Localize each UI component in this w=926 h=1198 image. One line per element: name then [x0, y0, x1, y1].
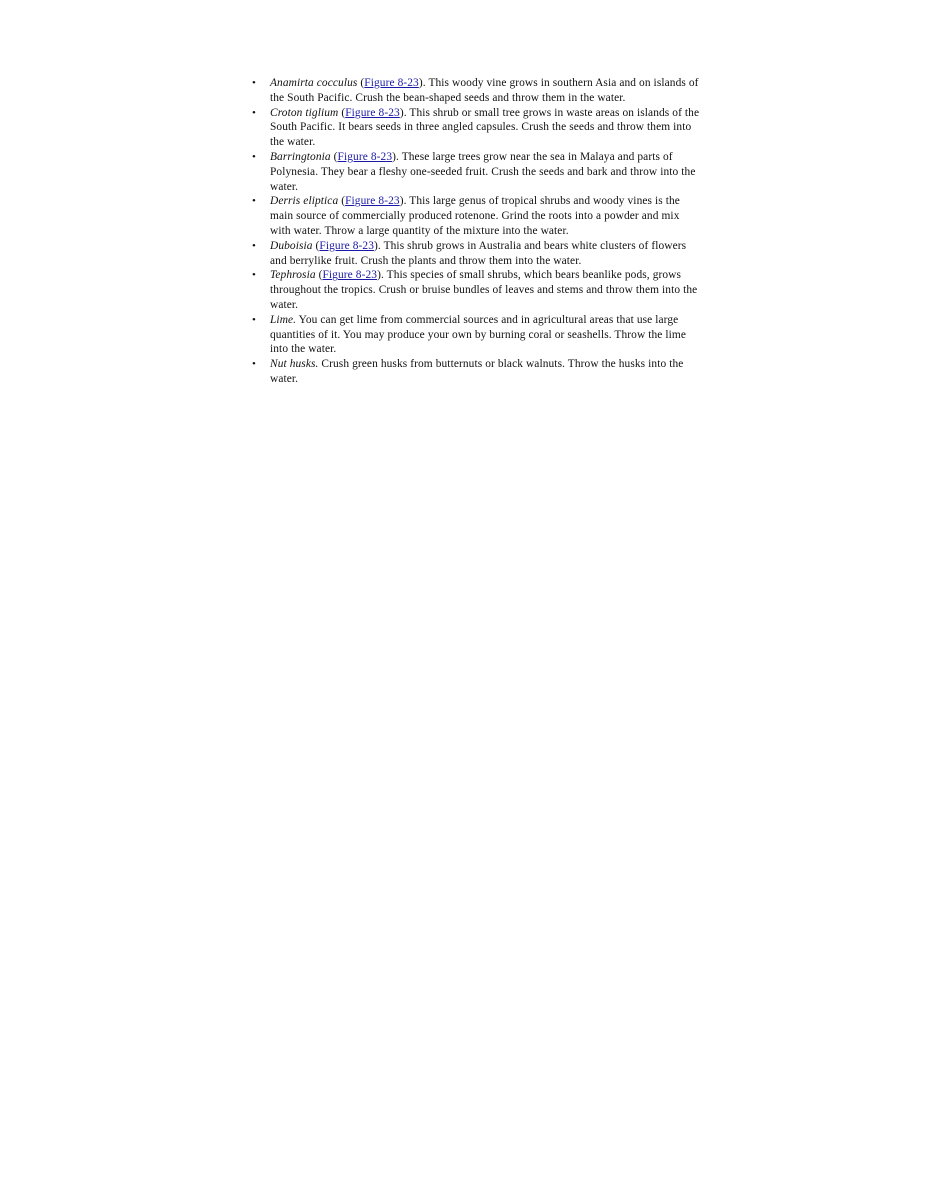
plant-name: Anamirta cocculus	[270, 77, 358, 89]
list-item-anamirta-cocculus	[252, 76, 700, 106]
bullet: •	[252, 313, 256, 326]
figure-link[interactable]: Figure 8-23	[337, 150, 393, 163]
fish-poison-plant-list	[252, 76, 700, 387]
bullet: •	[252, 150, 256, 163]
bullet: •	[252, 106, 256, 119]
description-text: ). This woody vine grows in southern Asia and on islands of the South Pacific. Crush the bean-shaped seeds and throw them in the water.	[270, 77, 699, 104]
paren-text: (	[338, 195, 346, 208]
list-item-croton-tiglium	[252, 106, 700, 150]
paren-text: (	[312, 239, 320, 252]
list-item-nut-husks	[252, 357, 700, 387]
figure-link[interactable]: Figure 8-23	[345, 195, 400, 208]
figure-link[interactable]: Figure 8-23	[345, 106, 400, 119]
list-item-duboisia	[252, 239, 700, 269]
list-item-barringtonia	[252, 150, 700, 194]
description-text: ). This shrub or small tree grows in waste areas on islands of the South Pacific. It bears seeds in three angled capsules. Crush the seeds and throw them into the water.	[270, 106, 700, 149]
description-text: ). These large trees grow near the sea in Malaya and parts of Polynesia. They bear a fleshy one-seeded fruit. Crush the seeds and bark and throw into the water.	[270, 150, 696, 193]
bullet: •	[252, 239, 256, 252]
bullet: •	[252, 269, 256, 282]
plant-name: Derris eliptica	[270, 195, 339, 208]
figure-link[interactable]: Figure 8-23	[322, 269, 378, 282]
description-text: ). This large genus of tropical shrubs and woody vines is the main source of commercially produced rotenone. Grind the roots into a powder and mix with water. Throw a large quantity of the mixture into the water.	[270, 195, 680, 237]
paren-text: (	[315, 269, 323, 282]
bullet: •	[252, 358, 256, 371]
description-text: You can get lime from commercial sources and in agricultural areas that use large quantities of it. You may produce your own by burning coral or seashells. Throw the lime into the water.	[270, 313, 687, 356]
paren-text: (	[357, 77, 365, 89]
list-item-tephrosia	[252, 268, 700, 312]
plant-name: Barringtonia	[270, 150, 331, 163]
list-item-derris-eliptica	[252, 194, 700, 238]
plant-name: Tephrosia	[270, 269, 316, 282]
plant-name: Duboisia	[270, 239, 313, 252]
plant-name: Nut husks.	[270, 358, 319, 371]
description-text: ). This shrub grows in Australia and bears white clusters of flowers and berrylike fruit. Crush the plants and throw them into the water.	[270, 239, 687, 267]
description-text: Crush green husks from butternuts or black walnuts. Throw the husks into the water.	[270, 358, 684, 385]
paren-text: (	[330, 150, 338, 163]
figure-link[interactable]: Figure 8-23	[364, 77, 419, 89]
plant-name: Lime.	[270, 313, 297, 326]
list-item-lime	[252, 313, 700, 357]
plant-name: Croton tiglium	[270, 106, 339, 119]
figure-link[interactable]: Figure 8-23	[319, 239, 374, 252]
paren-text: (	[338, 106, 346, 119]
description-text: ). This species of small shrubs, which bears beanlike pods, grows throughout the tropics. Crush or bruise bundles of leaves and stems and throw them into the water.	[270, 269, 698, 311]
bullet: •	[252, 77, 256, 89]
bullet: •	[252, 195, 256, 208]
